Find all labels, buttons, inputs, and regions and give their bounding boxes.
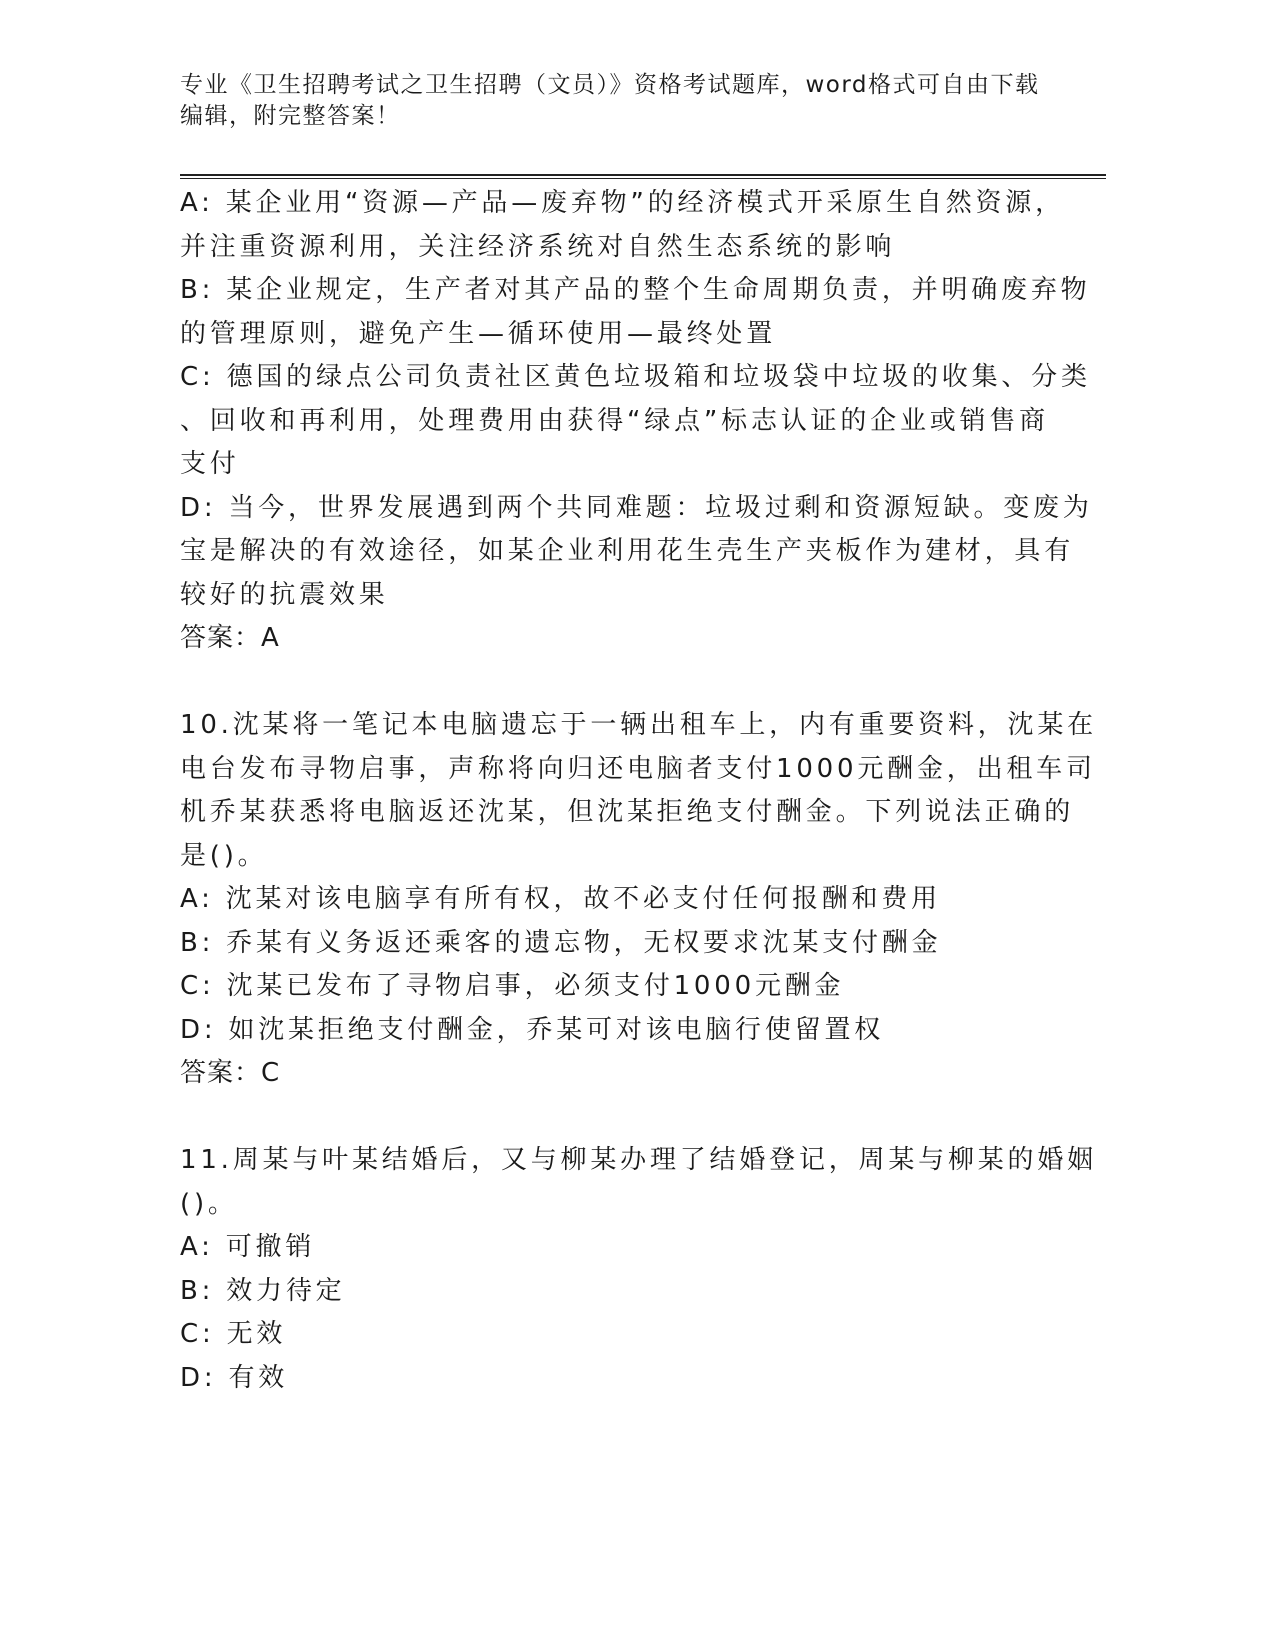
q9-option-c-line-2: 、回收和再利用，处理费用由获得“绿点”标志认证的企业或销售商 <box>180 405 1049 436</box>
q9-option-c-line-1: C: 德国的绿点公司负责社区黄色垃圾箱和垃圾袋中垃圾的收集、分类 <box>180 362 1091 392</box>
question-9-options <box>180 182 1093 661</box>
q9-option-a-line-2: 并注重资源利用，关注经济系统对自然生态系统的影响 <box>180 231 896 262</box>
question-11 <box>180 1139 1097 1400</box>
question-10 <box>180 704 1097 1096</box>
q11-option-b: B: 效力待定 <box>180 1275 346 1306</box>
q9-option-b-line-1: B: 某企业规定，生产者对其产品的整个生命周期负责，并明确废弃物 <box>180 275 1091 305</box>
q10-option-b: B: 乔某有义务返还乘客的遗忘物，无权要求沈某支付酬金 <box>180 927 942 958</box>
q10-option-d: D: 如沈某拒绝支付酬金，乔某可对该电脑行使留置权 <box>180 1014 885 1045</box>
q10-option-c: C: 沈某已发布了寻物启事，必须支付1000元酬金 <box>180 971 845 1001</box>
q10-stem-line-4: 是()。 <box>180 840 268 871</box>
q9-option-d-line-2: 宝是解决的有效途径，如某企业利用花生壳生产夹板作为建材，具有 <box>180 536 1075 566</box>
q9-option-b-line-2: 的管理原则，避免产生—循环使用—最终处置 <box>180 318 777 349</box>
q10-stem-line-3: 机乔某获悉将电脑返还沈某，但沈某拒绝支付酬金。下列说法正确的 <box>180 797 1075 827</box>
q9-option-d-line-1: D: 当今，世界发展遇到两个共同难题：垃圾过剩和资源短缺。变废为 <box>180 492 1093 523</box>
spacer <box>180 661 1040 705</box>
q11-option-d: D: 有效 <box>180 1362 289 1393</box>
q10-stem-line-2: 电台发布寻物启事，声称将向归还电脑者支付1000元酬金，出租车司 <box>180 753 1096 784</box>
q9-option-c-line-3: 支付 <box>180 449 240 479</box>
q11-stem-line-2: ()。 <box>180 1188 238 1219</box>
question-content <box>180 182 1097 1400</box>
q9-option-a-line-1: A: 某企业用“资源—产品—废弃物”的经济模式开采原生自然资源， <box>180 188 1065 218</box>
header-divider <box>180 174 1106 179</box>
q11-stem-line-1: 11.周某与叶某结婚后，又与柳某办理了结婚登记，周某与柳某的婚姻 <box>180 1145 1097 1175</box>
q10-answer: 答案：C <box>180 1058 281 1088</box>
q11-option-a: A: 可撤销 <box>180 1232 316 1262</box>
header-line-2: 编辑，附完整答案！ <box>180 103 401 129</box>
spacer <box>180 1096 1040 1140</box>
header-line-1: 专业《卫生招聘考试之卫生招聘（文员）》资格考试题库，word格式可自由下载 <box>180 72 1040 98</box>
q9-answer: 答案：A <box>180 623 280 653</box>
q10-option-a: A: 沈某对该电脑享有所有权，故不必支付任何报酬和费用 <box>180 884 941 914</box>
q10-stem-line-1: 10.沈某将一笔记本电脑遗忘于一辆出租车上，内有重要资料，沈某在 <box>180 710 1097 740</box>
document-header <box>180 70 1060 132</box>
q9-option-d-line-3: 较好的抗震效果 <box>180 579 389 610</box>
q11-option-c: C: 无效 <box>180 1319 287 1349</box>
